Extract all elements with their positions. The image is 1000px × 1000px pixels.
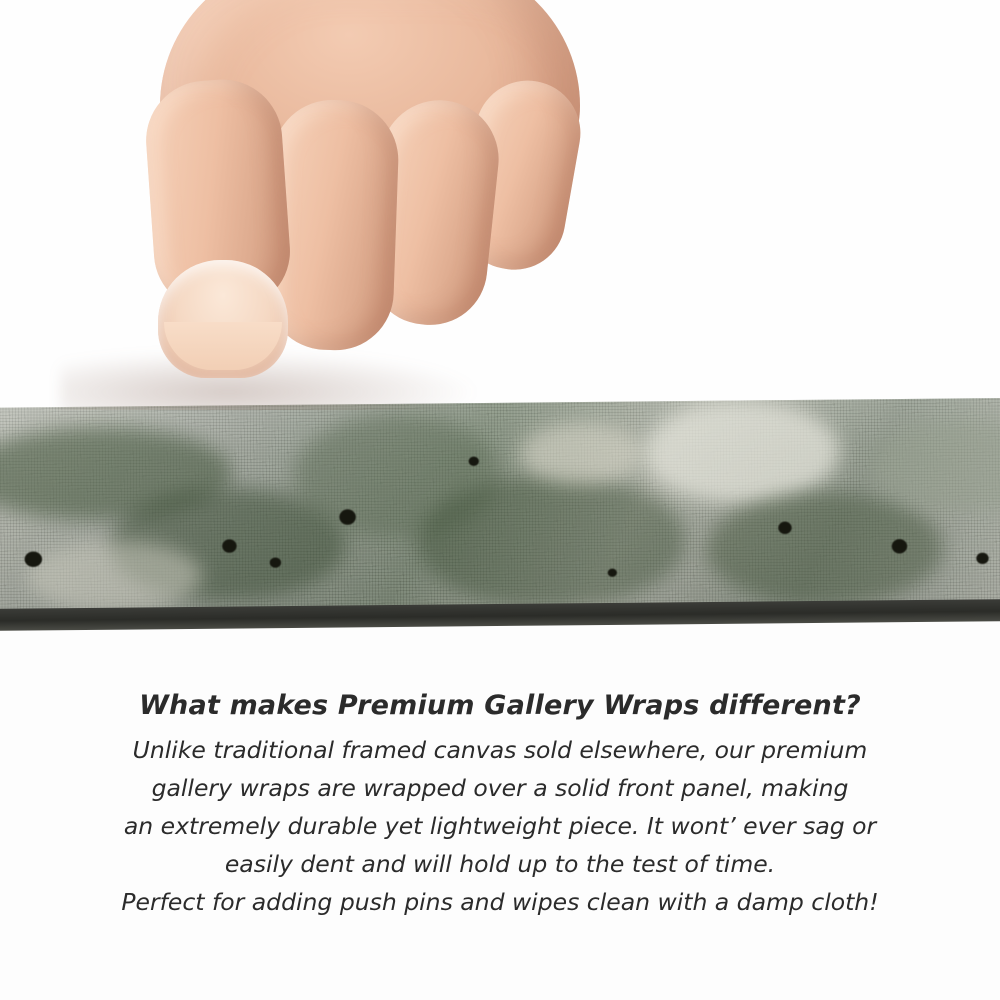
caption-line: Unlike traditional framed canvas sold elsewhere, our premium bbox=[132, 736, 868, 764]
texture-speck bbox=[222, 539, 237, 553]
texture-speck bbox=[608, 569, 617, 577]
texture-speck bbox=[976, 553, 988, 564]
caption-block bbox=[0, 690, 1000, 921]
texture-speck bbox=[778, 522, 792, 534]
caption-line: an extremely durable yet lightweight piece. It wont’ ever sag or bbox=[123, 812, 877, 840]
caption-body bbox=[0, 731, 1000, 921]
texture-speck bbox=[24, 551, 42, 567]
texture-speck bbox=[892, 539, 908, 554]
texture-blotch bbox=[870, 418, 1000, 512]
texture-blotch bbox=[706, 491, 944, 607]
hand-photo-area bbox=[0, 0, 1000, 410]
texture-blotch bbox=[643, 400, 840, 505]
texture-speck bbox=[469, 457, 479, 466]
hand-illustration bbox=[120, 0, 590, 410]
caption-heading: What makes Premium Gallery Wraps different? bbox=[139, 690, 861, 721]
texture-blotch bbox=[520, 422, 644, 485]
canvas-wrap-edge bbox=[0, 398, 1000, 626]
texture-speck bbox=[339, 509, 356, 525]
texture-speck bbox=[270, 557, 281, 567]
caption-line: Perfect for adding push pins and wipes clean with a damp cloth! bbox=[121, 888, 879, 916]
texture-blotch bbox=[26, 540, 202, 614]
texture-blotch bbox=[417, 473, 686, 609]
caption-line: easily dent and will hold up to the test of time. bbox=[224, 850, 776, 878]
caption-line: gallery wraps are wrapped over a solid front panel, making bbox=[151, 774, 849, 802]
